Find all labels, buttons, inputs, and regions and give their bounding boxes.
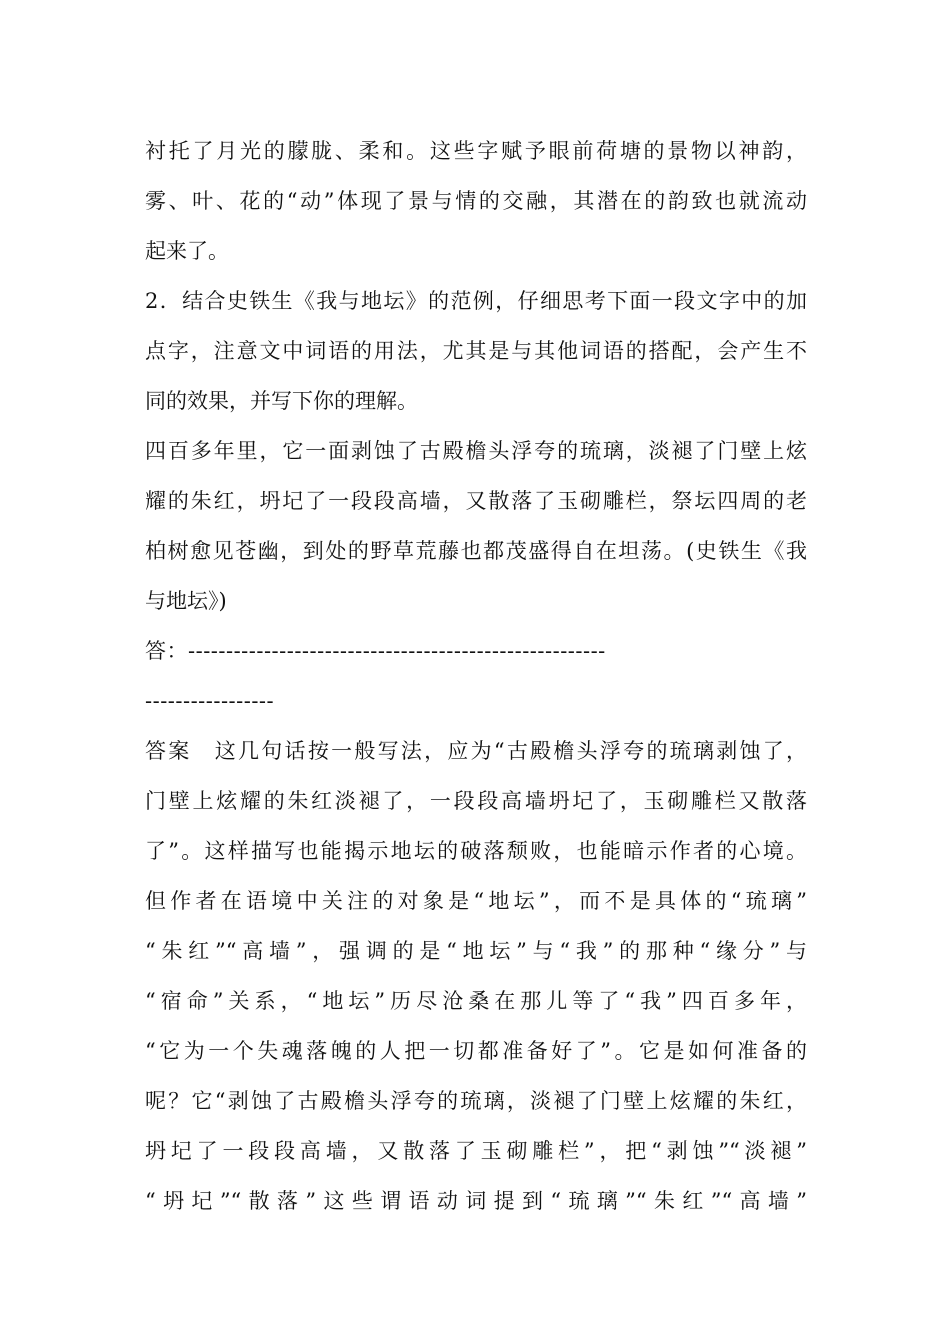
answer-line: 门壁上炫耀的朱红淡褪了，一段段高墙坍圮了，玉砌雕栏又散落: [145, 789, 807, 813]
quote-line: 柏树愈见苍幽，到处的野草荒藤也都茂盛得自在坦荡。(史铁生《我: [145, 539, 807, 563]
answer-line: 呢？它“剥蚀了古殿檐头浮夸的琉璃，淡褪了门壁上炫耀的朱红，: [145, 1089, 807, 1113]
answer-line: 坍圮了一段段高墙，又散落了玉砌雕栏”，把“剥蚀”“淡褪”: [145, 1139, 807, 1163]
answer-line: 但作者在语境中关注的对象是“地坛”，而不是具体的“琉璃”: [145, 889, 807, 913]
text-line: 点字，注意文中词语的用法，尤其是与其他词语的搭配，会产生不: [145, 339, 807, 363]
question-line: 2．结合史铁生《我与地坛》的范例，仔细思考下面一段文字中的加: [145, 289, 807, 313]
text-line: 起来了。: [145, 239, 229, 263]
answer-line: “它为一个失魂落魄的人把一切都准备好了”。它是如何准备的: [145, 1039, 807, 1063]
answer-blank-line: -----------------: [145, 689, 275, 713]
answer-line: “坍圮”“散落”这些谓语动词提到“琉璃”“朱红”“高墙”: [145, 1189, 807, 1213]
answer-line: 了”。这样描写也能揭示地坛的破落颓败，也能暗示作者的心境。: [145, 839, 807, 863]
quote-line: 耀的朱红，坍圮了一段段高墙，又散落了玉砌雕栏，祭坛四周的老: [145, 489, 807, 513]
quote-line: 四百多年里，它一面剥蚀了古殿檐头浮夸的琉璃，淡褪了门壁上炫: [145, 439, 807, 463]
text-line: 衬托了月光的朦胧、柔和。这些字赋予眼前荷塘的景物以神韵，: [145, 139, 807, 163]
text-line: 同的效果，并写下你的理解。: [145, 389, 418, 413]
answer-blank-line: 答：-------------------------------------------------------: [145, 639, 606, 663]
answer-line: “宿命”关系，“地坛”历尽沧桑在那儿等了“我”四百多年，: [145, 989, 807, 1013]
answer-line: 答案 这几句话按一般写法，应为“古殿檐头浮夸的琉璃剥蚀了，: [145, 739, 807, 763]
answer-line: “朱红”“高墙”，强调的是“地坛”与“我”的那种“缘分”与: [145, 939, 807, 963]
text-line: 雾、叶、花的“动”体现了景与情的交融，其潜在的韵致也就流动: [145, 189, 807, 213]
quote-line: 与地坛》): [145, 589, 227, 613]
